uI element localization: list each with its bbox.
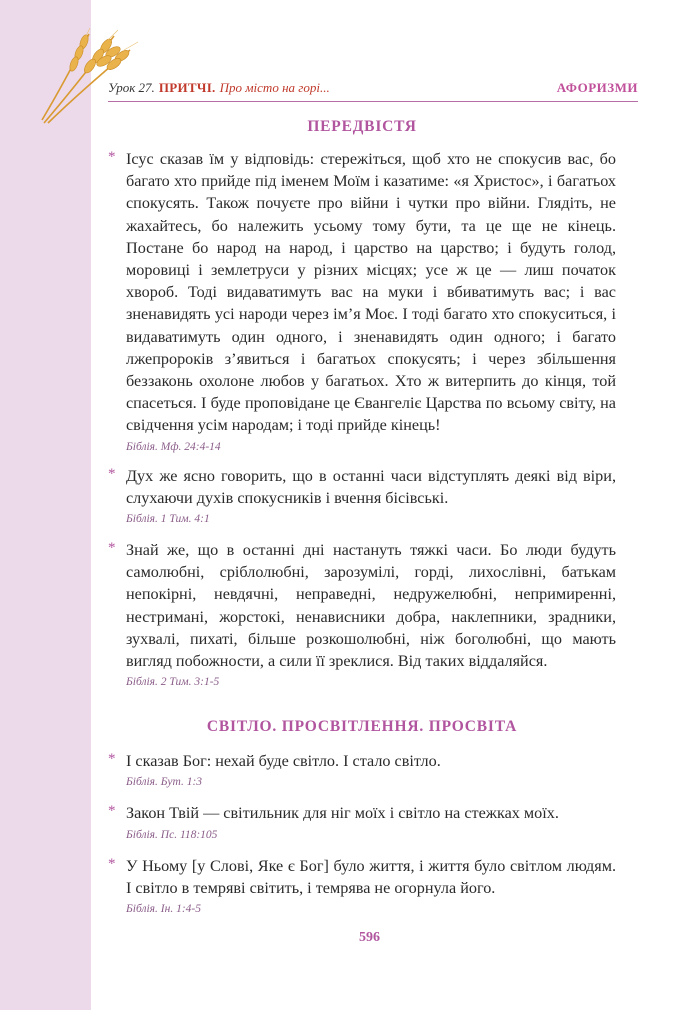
quote-entry <box>108 750 616 788</box>
quote-source: Біблія. Мф. 24:4-14 <box>126 440 221 453</box>
section-label: АФОРИЗМИ <box>556 80 638 95</box>
quote-entry <box>108 148 616 453</box>
chapter-title: ПРИТЧІ. <box>158 80 216 95</box>
quote-source: Біблія. Бут. 1:3 <box>126 776 203 789</box>
asterisk-icon: * <box>108 149 116 165</box>
quote-entry <box>108 855 616 915</box>
asterisk-icon: * <box>108 803 116 820</box>
quote-source: Біблія. 2 Тим. 3:1-5 <box>126 676 220 689</box>
quote-text: Знай же, що в останні дні настануть тяжкі часи. Бо люди будуть самолюбні, сріблолюбні, зарозумілі, горді, лихослівні, батькам непокірні, невдячні, неправедні, недружелюбні, непримиренні, нестримані, жорстокі, ненависники добра, наклепники, зрадники, зухвалі, пихаті, більше розкошолюбні, ніж боголюбні, що мають вигляд побожности, а сили її зреклися. Від таких віддаляйся. <box>126 541 616 671</box>
quote-source: Біблія. Ін. 1:4-5 <box>126 903 201 916</box>
quote-text: Дух же ясно говорить, що в останні часи відступлять деякі від віри, слухаючи духів спокусників і вчення бісівські. <box>126 466 616 507</box>
quote-text: Закон Твій — світильник для ніг моїх і світло на стежках моїх. <box>126 804 559 823</box>
asterisk-icon: * <box>108 855 116 872</box>
lesson-number: Урок 27. <box>108 80 155 95</box>
quote-text: І сказав Бог: нехай буде світло. І стало світло. <box>126 752 441 771</box>
quote-entry <box>108 802 616 840</box>
page-content <box>108 118 616 915</box>
asterisk-icon: * <box>108 540 116 557</box>
page-header <box>108 80 638 100</box>
asterisk-icon: * <box>108 465 116 482</box>
wheat-icon <box>34 28 144 128</box>
quote-entry <box>108 465 616 525</box>
side-strip <box>0 0 91 1010</box>
page-number: 596 <box>359 930 380 945</box>
quote-source: Біблія. Пс. 118:105 <box>126 828 218 841</box>
section-title: ПЕРЕДВІСТЯ <box>307 118 417 135</box>
quote-entry <box>108 539 616 688</box>
quote-source: Біблія. 1 Тим. 4:1 <box>126 513 210 526</box>
quote-text: Ісус сказав їм у відповідь: стережіться, щоб хто не спокусив вас, бо багато хто прийде під іменем Моїм і казатиме: «я Христос», і багатьох спокусять. Також почуєте про війни і чутки про війни. Глядіть, не жахайтесь, бо належить усьому тому бути, та це ще не кінець. Постане бо народ на народ, і царство на царство; і будуть голод, моровиці і землетруси у різних місцях; усе ж це — лиш початок хвороб. Тоді видаватимуть вас на муки і вбиватимуть вас; і вас зненавидять усі народи через ім’я Моє. І тоді багато хто спокуситься, і видаватимуть один одного, і зненавидять один одного; і багато лжепророків з’явиться і багатьох спокусять; і через збільшення беззаконь охолоне любов у багатьох. Хто ж витерпить до кінця, той спасеться. І буде проповідане це Євангеліє Царства по всьому світу, на свідчення усім народам; і тоді прийде кінець! <box>126 150 616 435</box>
quote-text: У Ньому [у Слові, Яке є Бог] було життя, і життя було світлом людям. І світло в темряві світить, і темрява не огорнула його. <box>126 856 616 897</box>
section-title: СВІТЛО. ПРОСВІТЛЕННЯ. ПРОСВІТА <box>206 718 518 736</box>
chapter-subtitle: Про місто на горі... <box>219 80 330 95</box>
header-divider <box>108 101 638 102</box>
asterisk-icon: * <box>108 751 116 768</box>
